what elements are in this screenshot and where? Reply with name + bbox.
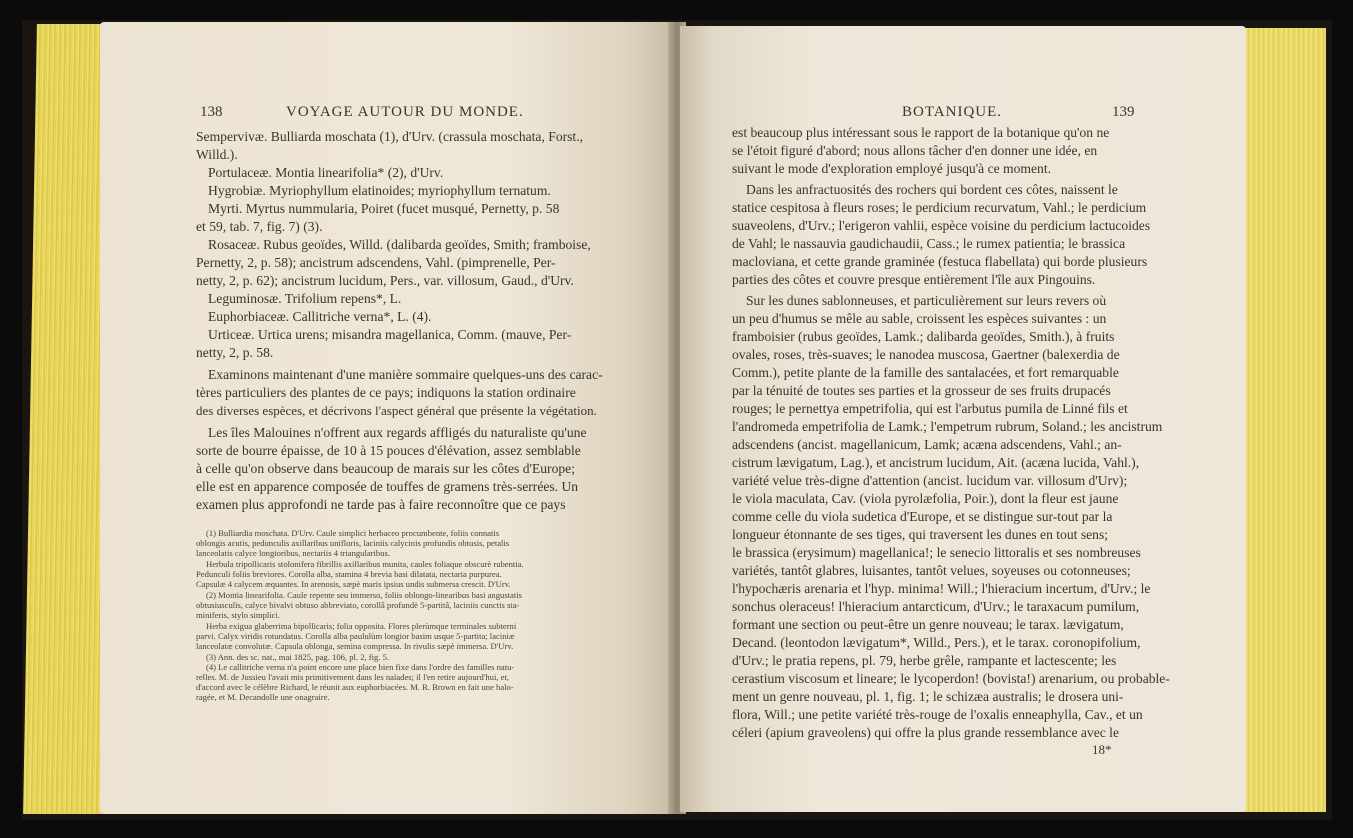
left-line: sorte de bourre épaisse, de 10 à 15 pouces d'élévation, assez semblable bbox=[196, 443, 581, 458]
left-line: Portulaceæ. Montia linearifolia* (2), d'Urv. bbox=[208, 165, 444, 180]
footnote-line: (3) Ann. des sc. nat., mai 1825, pag. 106, pl. 2, fig. 5. bbox=[206, 652, 390, 662]
left-line: des diverses espèces, et décrivons l'aspect général que présente la végétation. bbox=[196, 403, 597, 418]
signature-mark: 18* bbox=[1092, 742, 1112, 757]
right-line: par la ténuité de toutes ses parties et la grosseur de ses fruits drupacés bbox=[732, 383, 1111, 398]
right-line: adscendens (ancist. magellanicum, Lamk; acæna adscendens, Vahl.; an- bbox=[732, 437, 1122, 452]
footnote-line: obtusiusculis, calyce bivalvi obtuso abbreviato, corollâ profundè 5-partitâ, laciniis cunctis sta- bbox=[196, 600, 520, 610]
left-line: elle est en apparence composée de touffes de gramens très-serrées. Un bbox=[196, 479, 579, 494]
left-line: netty, 2, p. 58. bbox=[196, 345, 274, 360]
left-line: Euphorbiaceæ. Callitriche verna*, L. (4). bbox=[208, 309, 432, 324]
left-line: Pernetty, 2, p. 58); ancistrum adscendens, Vahl. (pimprenelle, Per- bbox=[196, 255, 556, 270]
right-line: Sur les dunes sablonneuses, et particulièrement sur leurs revers où bbox=[746, 293, 1107, 308]
right-line: variétés, tantôt glabres, luisantes, tantôt velues, soyeuses ou cotonneuses; bbox=[732, 563, 1131, 578]
left-line: tères particuliers des plantes de ce pays; indiquons la station ordinaire bbox=[196, 385, 576, 400]
left-line: Sempervivæ. Bulliarda moschata (1), d'Urv. (crassula moschata, Forst., bbox=[196, 129, 584, 144]
right-line: comme celle du viola sudetica d'Europe, et se distingue sur-tout par la bbox=[732, 509, 1113, 524]
right-running-head: BOTANIQUE. bbox=[902, 104, 1003, 120]
right-line: l'hypochæris arenaria et l'hyp. minima! Will.; l'hieracium incertum, d'Urv.; le bbox=[732, 581, 1151, 596]
right-line: est beaucoup plus intéressant sous le rapport de la botanique qu'on ne bbox=[732, 125, 1110, 140]
left-page-number: 138 bbox=[200, 104, 223, 120]
left-line: Les îles Malouines n'offrent aux regards affligés du naturaliste qu'une bbox=[208, 425, 587, 440]
right-line: formant une section ou peut-être un genre nouveau; le tarax. lævigatum, bbox=[732, 617, 1124, 632]
right-page bbox=[680, 26, 1246, 812]
footnote-line: Herba exigua glaberrima bipollicaris; folia opposita. Flores plerùmque terminales subterni bbox=[206, 621, 517, 631]
footnote-line: parvi. Calyx viridis rotundatus. Corolla alba paululùm longior basim usque 5-partita; laciniæ bbox=[196, 631, 515, 641]
left-line: Rosaceæ. Rubus geoïdes, Willd. (dalibarda geoïdes, Smith; framboise, bbox=[208, 237, 591, 252]
footnote-line: Capsulæ 4 calycem æquantes. In arenosis, sæpè maris ipsius undis submersa crescit. D'Urv. bbox=[196, 579, 511, 589]
left-line: à celle qu'on observe dans beaucoup de marais sur les côtes d'Europe; bbox=[196, 461, 575, 476]
footnote-line: Pedunculi foliis breviores. Corolla alba, stamina 4 brevia basi dilatata, nectaria purpurea. bbox=[196, 569, 502, 579]
right-line: macloviana, et cette grande graminée (festuca flabellata) qui borde plusieurs bbox=[732, 254, 1148, 269]
right-line: Dans les anfractuosités des rochers qui bordent ces côtes, naissent le bbox=[746, 182, 1118, 197]
right-line: statice cespitosa à fleurs roses; le perdicium recurvatum, Vahl.; le perdicium bbox=[732, 200, 1147, 215]
right-line: parties des côtes et couvre presque entièrement l'île aux Pingouins. bbox=[732, 272, 1096, 287]
right-line: cistrum lævigatum, Lag.), et ancistrum lucidum, Ait. (acæna lucida, Vahl.), bbox=[732, 455, 1140, 470]
right-page-number: 139 bbox=[1112, 104, 1135, 120]
right-line: sonchus oleraceus! l'hieracium antarcticum, d'Urv.; le taraxacum pumilum, bbox=[732, 599, 1140, 614]
footnote-line: miniferis, stylo simplici. bbox=[196, 610, 281, 620]
footnote-line: lanceolatæ convolutæ. Capsula oblonga, semina compressa. In rivulis sæpè immersa. D'Urv. bbox=[196, 641, 514, 651]
left-line: Willd.). bbox=[196, 147, 238, 162]
right-line: Decand. (leontodon lævigatum*, Willd., Pers.), et le tarax. coronopifolium, bbox=[732, 635, 1141, 650]
footnote-line: lanceolatis calyce longioribus, nectariis 4 triangularibus. bbox=[196, 548, 391, 558]
footnote-line: oblongis acutis, pedunculis axillaribus unifloris, laciniis calycinis profundis obtusis, petalis bbox=[196, 538, 510, 548]
right-line: flora, Will.; une petite variété très-rouge de l'oxalis enneaphylla, Cav., et un bbox=[732, 707, 1143, 722]
left-line: Urticeæ. Urtica urens; misandra magellanica, Comm. (mauve, Per- bbox=[208, 327, 572, 342]
left-line: netty, 2, p. 62); ancistrum lucidum, Pers., var. villosum, Gaud., d'Urv. bbox=[196, 273, 574, 288]
right-line: variété velue très-digne d'attention (ancist. lucidum var. villosum d'Urv); bbox=[732, 473, 1128, 488]
footnote-line: Herbula tripollicaris stolonifera fibrillis axillaribus munita, caules foliaque obscurè rubentia. bbox=[206, 559, 524, 569]
left-running-head: VOYAGE AUTOUR DU MONDE. bbox=[286, 104, 524, 120]
right-line: l'andromeda empetrifolia de Lamk.; l'empetrum rubrum, Soland.; les ancistrum bbox=[732, 419, 1163, 434]
right-line: Comm.), petite plante de la famille des santalacées, et fort remarquable bbox=[732, 365, 1119, 380]
right-line: d'Urv.; le pratia repens, pl. 79, herbe grêle, rampante et lactescente; les bbox=[732, 653, 1117, 668]
left-page bbox=[100, 22, 674, 814]
footnote-line: (1) Bulliardia moschata. D'Urv. Caule simplici herbaceo procumbente, foliis connatis bbox=[206, 528, 500, 538]
footnote-line: ragée, et M. Decandolle une onagraire. bbox=[196, 692, 330, 702]
right-line: de Vahl; le nassauvia gaudichaudii, Cass.; le rumex patientia; le brassica bbox=[732, 236, 1126, 251]
right-line: ment un genre nouveau, pl. 1, fig. 1; le schizæa australis; le drosera uni- bbox=[732, 689, 1124, 704]
footnote-line: (4) Le callitriche verna n'a point encore une place bien fixe dans l'ordre des familles natu- bbox=[206, 662, 515, 672]
left-line: examen plus approfondi ne tarde pas à faire reconnoître que ce pays bbox=[196, 497, 566, 512]
footnote-line: relles. M. de Jussieu l'avait mis primitivement dans les naïades; il l'en retire aujourd'hui, et, bbox=[196, 672, 509, 682]
right-line: ovales, roses, très-suaves; le nanodea muscosa, Gaertner (balexerdia de bbox=[732, 347, 1120, 362]
right-page-edges bbox=[1240, 28, 1326, 812]
right-line: framboisier (rubus geoïdes, Lamk.; dalibarda geoïdes, Smith.), à fruits bbox=[732, 329, 1115, 344]
right-line: longueur étonnante de ses tiges, qui traversent les dunes en tout sens; bbox=[732, 527, 1109, 542]
right-line: le viola maculata, Cav. (viola pyrolæfolia, Poir.), dont la fleur est jaune bbox=[732, 491, 1119, 506]
right-line: cerastium viscosum et lineare; le lycoperdon! (bovista!) arenarium, ou probable- bbox=[732, 671, 1170, 686]
left-line: Examinons maintenant d'une manière sommaire quelques-uns des carac- bbox=[208, 367, 603, 382]
left-line: Hygrobiæ. Myriophyllum elatinoides; myriophyllum ternatum. bbox=[208, 183, 551, 198]
left-line: Leguminosæ. Trifolium repens*, L. bbox=[208, 291, 402, 306]
right-line: suaveolens, d'Urv.; l'erigeron vahlii, espèce voisine du perdicium lactucoides bbox=[732, 218, 1151, 233]
right-line: rouges; le pernettya empetrifolia, qui est l'arbutus pumila de Linné fils et bbox=[732, 401, 1128, 416]
footnote-line: d'accord avec le célèbre Richard, le réunit aux euphorbiacées. M. R. Brown en fait une halo- bbox=[196, 682, 514, 692]
footnote-line: (2) Montia linearifolia. Caule repente seu immerso, foliis oblongo-linearibus basi angustatis bbox=[206, 590, 522, 600]
right-line: un peu d'humus se mêle au sable, croissent les espèces suivantes : un bbox=[732, 311, 1107, 326]
left-line: Myrti. Myrtus nummularia, Poiret (fucet musqué, Pernetty, p. 58 bbox=[208, 201, 560, 216]
right-line: céleri (apium graveolens) qui offre la plus grande ressemblance avec le bbox=[732, 725, 1119, 740]
right-line: suivant le mode d'exploration employé jusqu'à ce moment. bbox=[732, 161, 1051, 176]
right-line: se l'étoit figuré d'abord; nous allons tâcher d'en donner une idée, en bbox=[732, 143, 1098, 158]
right-line: le brassica (erysimum) magellanica!; le senecio littoralis et ses nombreuses bbox=[732, 545, 1141, 560]
left-line: et 59, tab. 7, fig. 7) (3). bbox=[196, 219, 323, 234]
